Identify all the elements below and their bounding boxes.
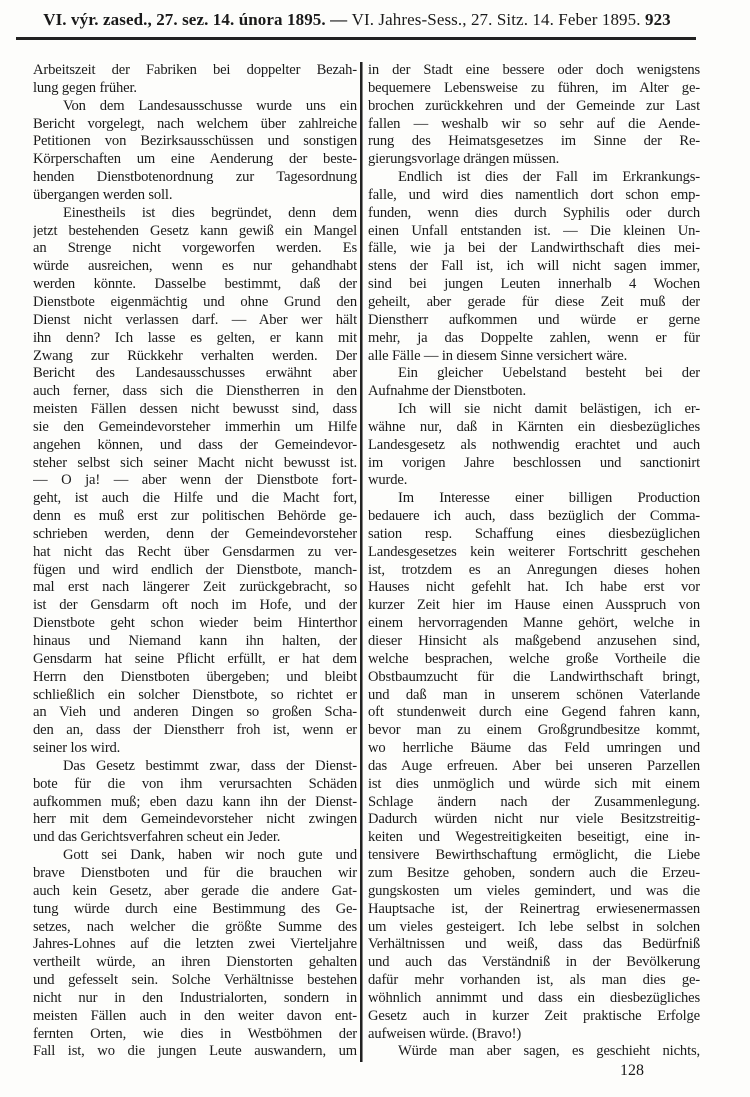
text-line: Verhältnissen und weiß, dass das Bedürfniß <box>368 936 700 953</box>
text-line: Schlage ändern nach der Zusammenlegung. <box>368 793 700 810</box>
text-line: fügen und wird endlich der Dienstbote, manch- <box>33 561 357 578</box>
paragraph <box>33 847 357 1061</box>
text-line: sation resp. Schaffung eines diesbezüglichen <box>368 525 700 542</box>
text-line: Bericht des Landesausschusses erwähnt aber <box>33 365 357 382</box>
text-line: alle Fälle — in diesem Sinne versichert wäre. <box>368 347 628 364</box>
text-line: den an, dass der Dienstherr froh ist, wenn er <box>33 722 357 739</box>
text-line: meisten Fällen auch in den weiter davon ent- <box>33 1007 357 1024</box>
paragraph <box>368 1043 700 1061</box>
running-header <box>22 10 692 32</box>
text-line: ist der Gensdarm oft noch im Hofe, und der <box>33 597 357 614</box>
text-line: Körperschaften um eine Aenderung der beste- <box>33 151 357 168</box>
text-line: Endlich ist dies der Fall im Erkrankungs- <box>398 169 700 186</box>
text-line: henden Dienstbotenordnung zur Tagesordnung <box>33 169 357 186</box>
paragraph <box>368 169 700 365</box>
text-line: Obstbaumzucht für die Landwirthschaft bringt, <box>368 668 700 685</box>
text-line: auch ferner, dass sich die Dienstherren in den <box>33 383 357 400</box>
text-line: rung des Heimatsgesetzes im Sinne der Re- <box>368 133 700 150</box>
text-line: fälle, wie ja bei der Landwirthschaft dies mei- <box>368 240 700 257</box>
text-line: mal erst nach längerer Zeit zurückgebracht, so <box>33 579 357 596</box>
text-line: jetzt bestehenden Gesetz kann gewiß ein Mangel <box>33 222 357 239</box>
text-line: gierungsvorlage drängen müssen. <box>368 151 560 168</box>
text-line: wähne nur, daß in Kärnten ein diesbezügliches <box>368 418 700 435</box>
text-line: Gott sei Dank, haben wir noch gute und <box>63 847 357 864</box>
text-line: wöhnlich annimmt und dass ein diesbezügliches <box>368 989 700 1006</box>
text-line: sie den Gemeindevorsteher immerhin um Hilfe <box>33 418 357 435</box>
text-line: lung gegen früher. <box>33 79 137 96</box>
text-line: falle, und wird dies namentlich dort schon emp- <box>368 186 700 203</box>
text-line: auch kein Gesetz, aber gerade die andere Gat- <box>33 882 357 899</box>
text-line: Zwang zur Rückkehr verhalten werden. Der <box>33 347 357 364</box>
paragraph <box>368 365 700 401</box>
paragraph <box>368 401 700 490</box>
text-line: aufkommen muß; eben dazu kann ihn der Dienst- <box>33 793 357 810</box>
text-line: setzes, nach welcher die größte Summe des <box>33 918 357 935</box>
text-line: fernten Orten, wie dies in Westböhmen der <box>33 1025 357 1042</box>
paragraph <box>33 98 357 205</box>
text-line: angehen können, und dass der Gemeindevor- <box>33 436 357 453</box>
text-line: Landesgesetz als nothwendig erachtet und auch <box>368 436 700 453</box>
text-line: werden könnte. Dasselbe bestimmt, daß der <box>33 276 357 293</box>
paragraph <box>33 205 357 758</box>
text-line: brochen zurückkehren und der Gemeinde zur Last <box>368 97 700 114</box>
paragraph <box>33 62 357 98</box>
text-line: und gefesselt sein. Solche Verhältnisse bestehen <box>33 972 357 989</box>
text-line: Gensdarm hat seine Pflicht erfüllt, er hat dem <box>33 650 357 667</box>
text-line: schließlich ein solcher Dienstbote, so richtet er <box>33 686 357 703</box>
text-line: hinaus und Niemand kann ihn halten, der <box>33 633 357 649</box>
text-line: Gesetz auch in kurzer Zeit praktische Erfolge <box>368 1007 700 1024</box>
text-line: Aufnahme der Dienstboten. <box>368 383 526 400</box>
text-line: Einestheils ist dies begründet, denn dem <box>63 204 357 221</box>
text-line: würde ausreichen, wenn es nur gehandhabt <box>33 258 357 275</box>
text-line: Dienst nicht verlassen darf. — Aber wer hält <box>33 311 357 328</box>
text-line: dieser Hinsicht als maßgebend anzusehen sind, <box>368 633 700 649</box>
text-line: herr mit dem Gemeindevorsteher nicht zwingen <box>33 811 357 828</box>
text-line: oft stundenweit durch eine Gegend fahren kann, <box>368 704 700 721</box>
paragraph <box>368 62 700 169</box>
left-column <box>33 62 357 1061</box>
text-line: einem hervorragenden Manne gehört, welche in <box>368 615 700 632</box>
text-line: sind bei jungen Leuten innerhalb 4 Wochen <box>368 276 700 293</box>
text-line: und das Gerichtsverfahren scheut ein Jeder. <box>33 829 281 846</box>
text-line: tensivere Bewirthschaftung ermöglicht, die Liebe <box>368 847 700 864</box>
text-line: bedauere ich auch, dass bezüglich der Comma- <box>368 508 700 525</box>
text-line: wurde. <box>368 472 408 489</box>
text-line: und auch das Verständniß in der Bevölkerung <box>368 954 700 971</box>
text-line: an Vieh und anderen Dingen so großen Scha- <box>33 704 357 721</box>
text-line: Hauptsache ist, der Reinertrag erwiesenermassen <box>368 900 700 917</box>
text-line: schrieben werden, denn der Gemeindevorsteher <box>33 525 357 542</box>
text-line: Dienstbote eigenmächtig und ohne Grund den <box>33 293 357 310</box>
text-line: denn es muß erst zur politischen Behörde ge- <box>33 508 357 525</box>
text-line: stens der Fall ist, ich will nicht sagen immer, <box>368 258 700 275</box>
text-line: vertheilt würde, an ihren Dienstorten gehalten <box>33 954 357 971</box>
text-line: aufweisen würde. (Bravo!) <box>368 1025 522 1042</box>
text-line: wo herrliche Bäume das Feld umringen und <box>368 740 700 757</box>
text-line: nicht nur in den Industrialorten, sondern in <box>33 989 357 1006</box>
text-line: Hauses nicht gefehlt hat. Ich habe erst vor <box>368 579 700 596</box>
text-line: kurzer Zeit hier im Hause einen Ausspruch von <box>368 597 700 614</box>
signature-mark: 128 <box>620 1062 644 1079</box>
paragraph <box>368 490 700 1043</box>
right-column <box>368 62 700 1061</box>
text-line: keiten und Wegestreitigkeiten beseitigt, eine in- <box>368 829 700 846</box>
text-line: Dadurch würden nicht nur viele Besitzstreitig- <box>368 811 700 828</box>
text-line: Ich will sie nicht damit belästigen, ich er- <box>398 401 700 418</box>
text-line: das Auge erfreuen. Aber bei unseren Parzellen <box>368 757 700 774</box>
text-line: ist, trotzdem es an Anregungen dieses hohen <box>368 561 700 578</box>
text-line: übergangen werden soll. <box>33 186 173 203</box>
text-line: Ein gleicher Uebelstand besteht bei der <box>398 365 700 382</box>
text-line: dafür mehr vorhanden ist, als man dies ge- <box>368 972 700 989</box>
text-line: im vorigen Jahre beschlossen und sanctionirt <box>368 454 700 471</box>
text-line: meisten Fällen dessen nicht bewusst sind, dass <box>33 401 357 418</box>
text-line: zum Besitze gehoben, sondern auch die Erzeu- <box>368 864 700 881</box>
text-line: Im Interesse einer billigen Production <box>398 490 700 507</box>
text-line: tung würde durch eine Bestimmung des Ge- <box>33 900 357 917</box>
text-line: um vieles gesteigert. Ich lebe selbst in solchen <box>368 918 700 935</box>
text-line: bequemere Lebensweise zu führen, im Alter ge- <box>368 79 700 96</box>
text-line: Jahres-Lohnes auf die letzten zwei Vierteljahre <box>33 936 357 953</box>
text-line: Von dem Landesausschusse wurde uns ein <box>63 97 357 114</box>
text-line: fallen — weshalb wir so sehr auf die Aende- <box>368 115 700 132</box>
text-line: geheilt, aber gerade für diese Zeit muß der <box>368 293 700 310</box>
page-number: 923 <box>644 10 671 29</box>
header-rule <box>16 37 696 40</box>
text-line: gungskosten um vieles gemindert, und was die <box>368 882 700 899</box>
text-line: funden, wenn dies durch Syphilis oder durch <box>368 204 700 221</box>
text-line: Dienstherr aufkommen und würde er gerne <box>368 311 700 328</box>
text-line: mehr, ja das Doppelte zahlen, wenn er für <box>368 329 700 346</box>
text-line: Dienstbote geht schon wieder beim Hinterthor <box>33 615 357 632</box>
text-line: ihn denn? Ich lasse es gelten, er kann mit <box>33 329 357 346</box>
header-separator: — <box>325 10 352 29</box>
text-line: Bericht vorgelegt, nach welchem über zahlreiche <box>33 115 357 132</box>
text-line: Fall ist, wo die jungen Leute auswandern, um <box>33 1043 357 1060</box>
text-line: geht, ist auch die Hilfe und die Macht fort, <box>33 490 357 507</box>
text-line: welche besprachen, welche große Vortheile die <box>368 650 700 667</box>
text-line: ist dies unmöglich und würde sich mit einem <box>368 775 700 792</box>
text-line: hat nicht das Recht über Gensdarmen zu ver- <box>33 543 357 560</box>
text-line: Herrn den Dienstboten übergeben; und bleibt <box>33 668 357 685</box>
text-line: — O ja! — aber wenn der Dienstbote fort- <box>33 472 357 489</box>
text-line: brave Dienstboten und für die brauchen wir <box>33 864 357 881</box>
paragraph <box>33 758 357 847</box>
text-line: einen Unfall entstanden ist. — Die kleinen Un- <box>368 222 700 239</box>
text-line: in der Stadt eine bessere oder doch wenigstens <box>368 62 700 78</box>
text-line: bevor man zu einem Großgrundbesitze kommt, <box>368 722 700 739</box>
text-line: bote für die von ihm verursachten Schäden <box>33 775 357 792</box>
text-line: an Strenge nicht vorgeworfen werden. Es <box>33 240 357 257</box>
text-line: und daß man in unserem schönen Vaterlande <box>368 686 700 703</box>
text-line: Arbeitszeit der Fabriken bei doppelter Bezah- <box>33 62 357 78</box>
text-line: seiner los wird. <box>33 740 121 757</box>
text-line: Würde man aber sagen, es geschieht nichts, <box>398 1043 700 1060</box>
header-german: VI. Jahres-Sess., 27. Sitz. 14. Feber 1895. <box>351 10 641 29</box>
text-line: steher selbst sich seiner Macht nicht bewusst ist. <box>33 454 357 471</box>
text-line: Landesgesetzes kein weiterer Fortschritt geschehen <box>368 543 700 560</box>
header-czech: VI. výr. zased., 27. sez. 14. února 1895. <box>43 10 326 29</box>
text-line: Petitionen von Bezirksausschüssen und sonstigen <box>33 133 357 150</box>
column-divider <box>360 62 363 1062</box>
text-line: Das Gesetz bestimmt zwar, dass der Dienst- <box>63 757 357 774</box>
